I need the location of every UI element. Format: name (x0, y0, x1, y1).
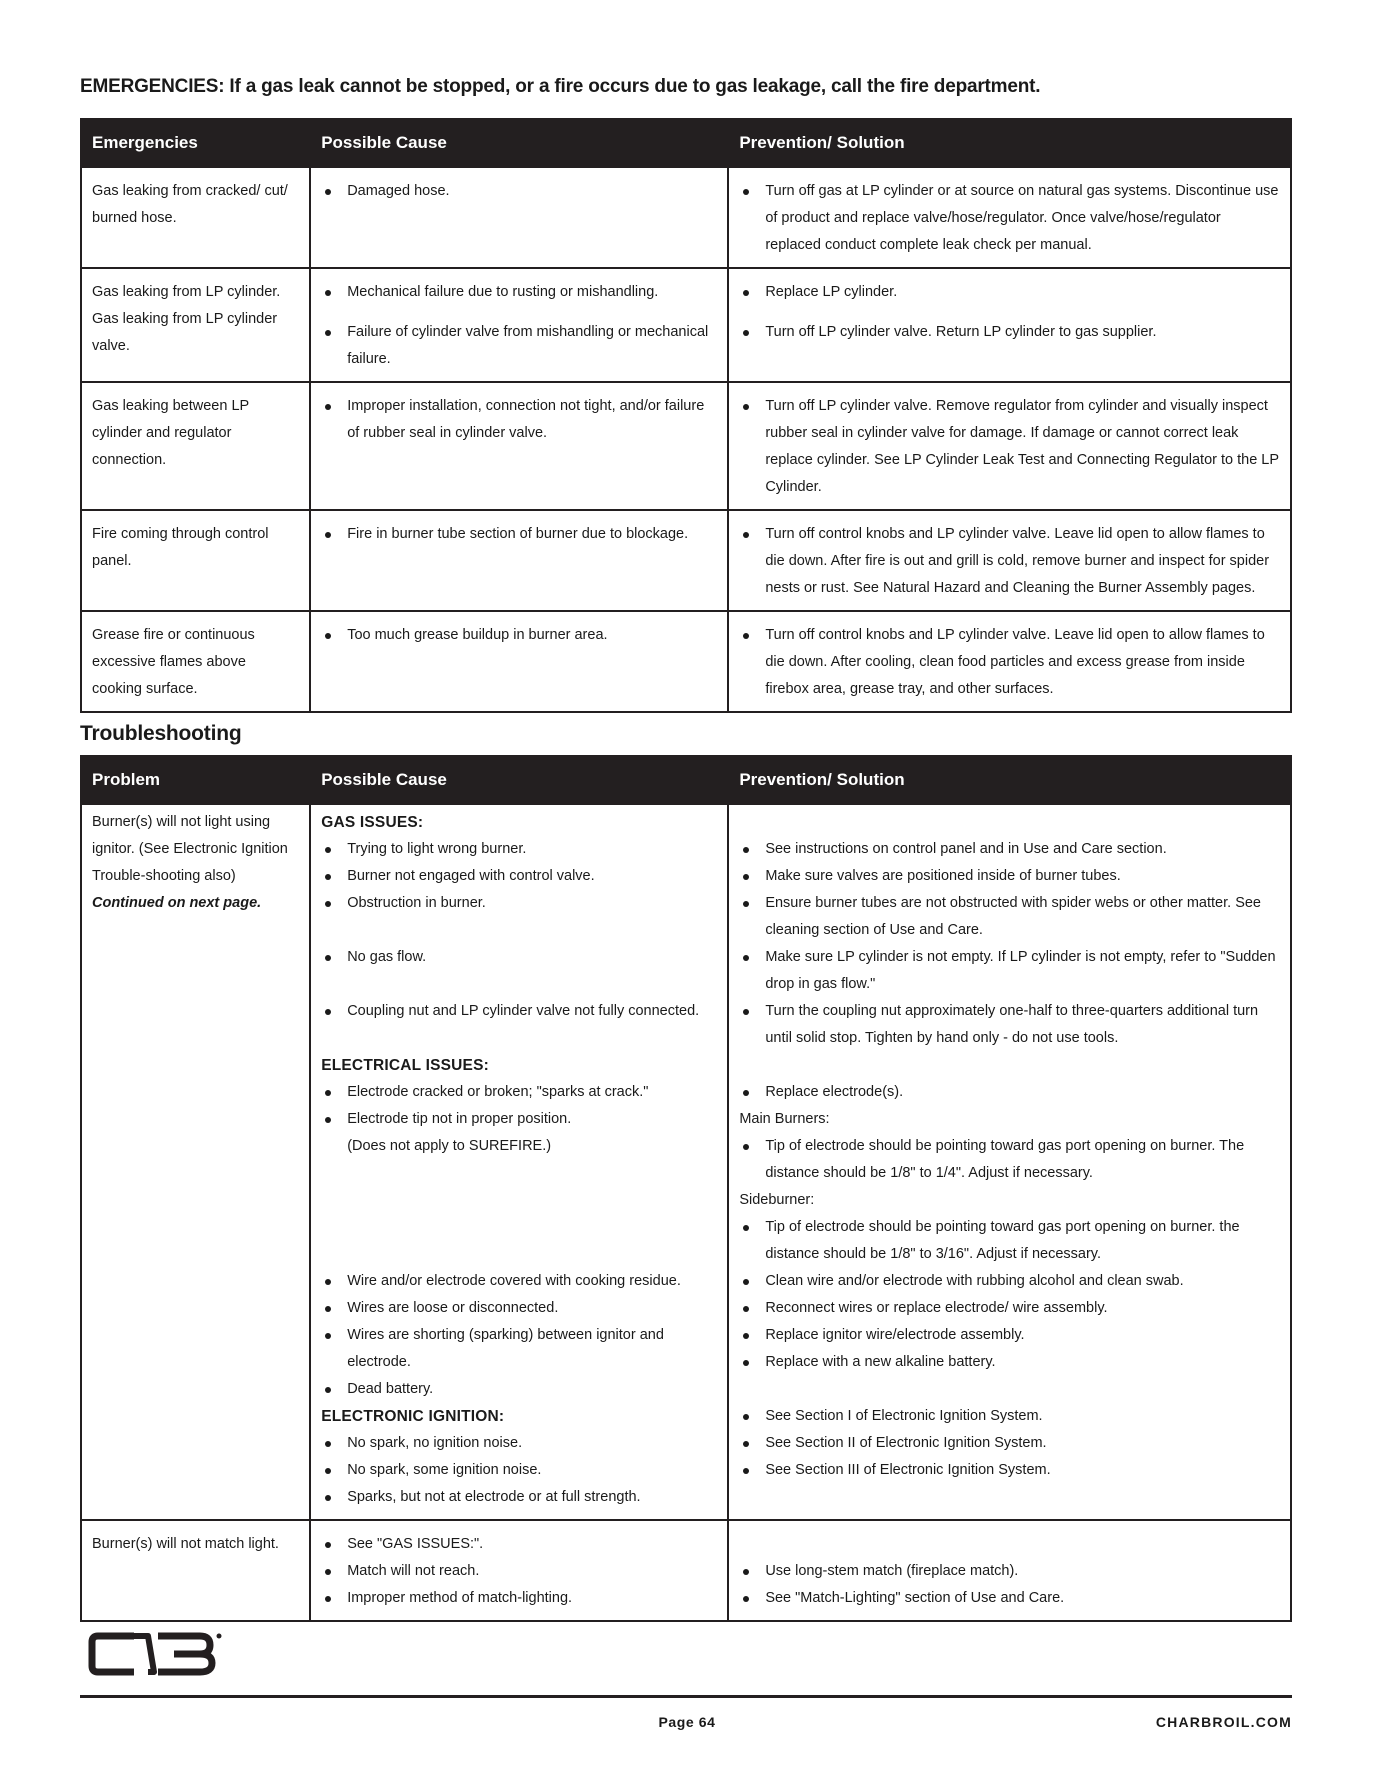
list-item: See instructions on control panel and in Use and Care section. (739, 836, 1280, 863)
bullet-icon (321, 1106, 347, 1133)
table-header-row (81, 756, 1291, 804)
list-item: Dead battery. (321, 1376, 717, 1403)
bullet-icon (739, 1322, 765, 1349)
char-broil-logo-mark (88, 1630, 224, 1678)
bullet-icon (321, 319, 347, 346)
bullet-icon (739, 890, 765, 917)
footer-divider (80, 1695, 1292, 1698)
bullet-icon (739, 393, 765, 420)
list-item: Ensure burner tubes are not obstructed with spider webs or other matter. See cleaning section of Use and Care. (739, 890, 1280, 944)
problem-cell (81, 611, 310, 712)
bullet-icon (321, 622, 347, 649)
bullet-icon (739, 1585, 765, 1612)
list-item: Turn off LP cylinder valve. Return LP cylinder to gas supplier. (739, 319, 1280, 346)
troubleshooting-title: Troubleshooting (80, 722, 242, 745)
list-item: Coupling nut and LP cylinder valve not fully connected. (321, 998, 717, 1025)
list-item: See "Match-Lighting" section of Use and Care. (739, 1585, 1280, 1612)
list-item: Obstruction in burner. (321, 890, 717, 917)
bullet-icon (321, 1457, 347, 1484)
solution-cell (728, 611, 1291, 712)
bullet-icon (321, 944, 347, 971)
list-item: Trying to light wrong burner. (321, 836, 717, 863)
list-item: Turn off control knobs and LP cylinder valve. Leave lid open to allow flames to die down. After fire is out and grill is cold, remove burner and inspect for spider nests or rust. See Natural Hazard and Cleaning the Burner Assembly pages. (739, 521, 1280, 602)
bullet-icon (739, 1558, 765, 1585)
list-item: Wire and/or electrode covered with cooking residue. (321, 1268, 717, 1295)
problem-text: Gas leaking from LP cylinder. Gas leaking from LP cylinder valve. (92, 284, 281, 354)
table-header-row (81, 119, 1291, 167)
problem-cell (81, 510, 310, 611)
bullet-icon (739, 622, 765, 649)
list-item: Wires are loose or disconnected. (321, 1295, 717, 1322)
sideburner-label: Sideburner: (739, 1192, 815, 1208)
list-item: Clean wire and/or electrode with rubbing alcohol and clean swab. (739, 1268, 1280, 1295)
list-item: Match will not reach. (321, 1558, 717, 1585)
list-item: Damaged hose. (321, 178, 717, 205)
bullet-icon (739, 521, 765, 548)
table-row (81, 510, 1291, 611)
list-item: Failure of cylinder valve from mishandling or mechanical failure. (321, 319, 717, 373)
electronic-ignition-heading: ELECTRONIC IGNITION: (321, 1408, 505, 1425)
continued-note: Continued on next page. (92, 895, 262, 911)
page-number: Page 64 (658, 1714, 716, 1730)
bullet-icon (739, 998, 765, 1025)
bullet-icon (321, 178, 347, 205)
list-item: Electrode cracked or broken; "sparks at crack." (321, 1079, 717, 1106)
cause-cell (310, 510, 728, 611)
list-item: Replace electrode(s). (739, 1079, 1280, 1106)
list-item: See Section II of Electronic Ignition System. (739, 1430, 1280, 1457)
problem-text: Fire coming through control panel. (92, 526, 269, 569)
problem-text: Burner(s) will not light using ignitor. (See Electronic Ignition Trouble-shooting also) (92, 814, 288, 884)
list-item: Reconnect wires or replace electrode/ wire assembly. (739, 1295, 1280, 1322)
list-item: See Section I of Electronic Ignition System. (739, 1403, 1280, 1430)
table-row (81, 167, 1291, 268)
bullet-icon (739, 1430, 765, 1457)
solution-cell (728, 268, 1291, 382)
header-prevention-solution: Prevention/ Solution (728, 119, 1291, 167)
bullet-icon (321, 279, 347, 306)
troubleshooting-table (80, 755, 1292, 1622)
problem-text: Gas leaking from cracked/ cut/ burned hose. (92, 183, 288, 226)
electrical-issues-heading: ELECTRICAL ISSUES: (321, 1057, 489, 1074)
list-item: Turn off LP cylinder valve. Remove regulator from cylinder and visually inspect rubber seal in cylinder valve for damage. If damage or cannot correct leak replace cylinder. See LP Cylinder Leak Test and Connecting Regulator to the LP Cylinder. (739, 393, 1280, 501)
list-item: Improper method of match-lighting. (321, 1585, 717, 1612)
header-problem: Problem (81, 756, 310, 804)
bullet-icon (321, 1295, 347, 1322)
bullet-icon (739, 1268, 765, 1295)
bullet-icon (321, 393, 347, 420)
bullet-icon (739, 319, 765, 346)
list-item: Electrode tip not in proper position. (321, 1106, 717, 1133)
list-item: Fire in burner tube section of burner due to blockage. (321, 521, 717, 548)
bullet-icon (321, 1322, 347, 1349)
cause-cell (310, 382, 728, 510)
table-row (81, 804, 1291, 1520)
char-broil-logo-icon (88, 1630, 224, 1683)
gas-issues-heading: GAS ISSUES: (321, 814, 424, 831)
cause-cell (310, 167, 728, 268)
bullet-icon (321, 863, 347, 890)
bullet-icon (739, 1457, 765, 1484)
bullet-icon (321, 1376, 347, 1403)
bullet-icon (321, 1585, 347, 1612)
cause-cell (310, 1520, 728, 1621)
list-item: Turn the coupling nut approximately one-half to three-quarters additional turn until solid stop. Tighten by hand only - do not use tools. (739, 998, 1280, 1052)
problem-text: Burner(s) will not match light. (92, 1536, 279, 1552)
bullet-icon (321, 1484, 347, 1511)
bullet-icon (739, 1349, 765, 1376)
bullet-icon (321, 521, 347, 548)
solution-cell (728, 167, 1291, 268)
bullet-icon (739, 279, 765, 306)
solution-cell (728, 382, 1291, 510)
bullet-icon (321, 1531, 347, 1558)
bullet-icon (321, 998, 347, 1025)
bullet-icon (321, 1430, 347, 1457)
table-row (81, 1520, 1291, 1621)
bullet-icon (739, 1133, 765, 1160)
bullet-icon (321, 1558, 347, 1585)
emergencies-title: EMERGENCIES: If a gas leak cannot be stopped, or a fire occurs due to gas leakage, call the fire department. (80, 76, 1041, 97)
bullet-icon (739, 1214, 765, 1241)
emergencies-table (80, 118, 1292, 713)
problem-text: Grease fire or continuous excessive flames above cooking surface. (92, 627, 255, 697)
list-item: Turn off gas at LP cylinder or at source on natural gas systems. Discontinue use of product and replace valve/hose/regulator. Once valve/hose/regulator replaced conduct complete leak check per manual. (739, 178, 1280, 259)
list-item: Make sure LP cylinder is not empty. If LP cylinder is not empty, refer to "Sudden drop in gas flow." (739, 944, 1280, 998)
cause-cell (310, 268, 728, 382)
list-item: See Section III of Electronic Ignition System. (739, 1457, 1280, 1484)
solution-cell (728, 510, 1291, 611)
website-link[interactable]: CHARBROIL.COM (1155, 1714, 1292, 1730)
bullet-icon (739, 1295, 765, 1322)
list-item: Turn off control knobs and LP cylinder valve. Leave lid open to allow flames to die down. After cooling, clean food particles and excess grease from inside firebox area, grease tray, and other surfaces. (739, 622, 1280, 703)
problem-cell (81, 804, 310, 1520)
list-item: Use long-stem match (fireplace match). (739, 1558, 1280, 1585)
problem-cell (81, 382, 310, 510)
bullet-icon (321, 890, 347, 917)
list-item: No gas flow. (321, 944, 717, 971)
list-item: Mechanical failure due to rusting or mishandling. (321, 279, 717, 306)
list-item: Tip of electrode should be pointing toward gas port opening on burner. the distance should be 1/8" to 3/16". Adjust if necessary. (739, 1214, 1280, 1268)
table-row (81, 268, 1291, 382)
list-item: Burner not engaged with control valve. (321, 863, 717, 890)
bullet-icon (739, 836, 765, 863)
list-item: No spark, no ignition noise. (321, 1430, 717, 1457)
bullet-icon (321, 1268, 347, 1295)
list-item: Tip of electrode should be pointing toward gas port opening on burner. The distance should be 1/8" to 1/4". Adjust if necessary. (739, 1133, 1280, 1187)
list-item: Too much grease buildup in burner area. (321, 622, 717, 649)
list-item: See "GAS ISSUES:". (321, 1531, 717, 1558)
list-item: No spark, some ignition noise. (321, 1457, 717, 1484)
bullet-icon (739, 944, 765, 971)
header-prevention-solution: Prevention/ Solution (728, 756, 1291, 804)
list-item: Wires are shorting (sparking) between ignitor and electrode. (321, 1322, 717, 1376)
list-item: Sparks, but not at electrode or at full strength. (321, 1484, 717, 1511)
bullet-icon (739, 1403, 765, 1430)
bullet-icon (739, 1079, 765, 1106)
bullet-icon (739, 178, 765, 205)
bullet-icon (321, 1079, 347, 1106)
table-row (81, 611, 1291, 712)
solution-cell (728, 804, 1291, 1520)
cause-cell (310, 804, 728, 1520)
list-item: Make sure valves are positioned inside of burner tubes. (739, 863, 1280, 890)
list-item: Replace LP cylinder. (739, 279, 1280, 306)
surefire-note: (Does not apply to SUREFIRE.) (347, 1138, 552, 1154)
header-possible-cause: Possible Cause (310, 756, 728, 804)
bullet-icon (321, 836, 347, 863)
cause-cell (310, 611, 728, 712)
bullet-icon (739, 863, 765, 890)
solution-cell (728, 1520, 1291, 1621)
problem-cell (81, 268, 310, 382)
list-item: Improper installation, connection not tight, and/or failure of rubber seal in cylinder valve. (321, 393, 717, 447)
problem-cell (81, 1520, 310, 1621)
problem-text: Gas leaking between LP cylinder and regulator connection. (92, 398, 249, 468)
header-emergencies: Emergencies (81, 119, 310, 167)
list-item: Replace with a new alkaline battery. (739, 1349, 1280, 1376)
list-item: Replace ignitor wire/electrode assembly. (739, 1322, 1280, 1349)
header-possible-cause: Possible Cause (310, 119, 728, 167)
main-burners-label: Main Burners: (739, 1111, 830, 1127)
table-row (81, 382, 1291, 510)
problem-cell (81, 167, 310, 268)
